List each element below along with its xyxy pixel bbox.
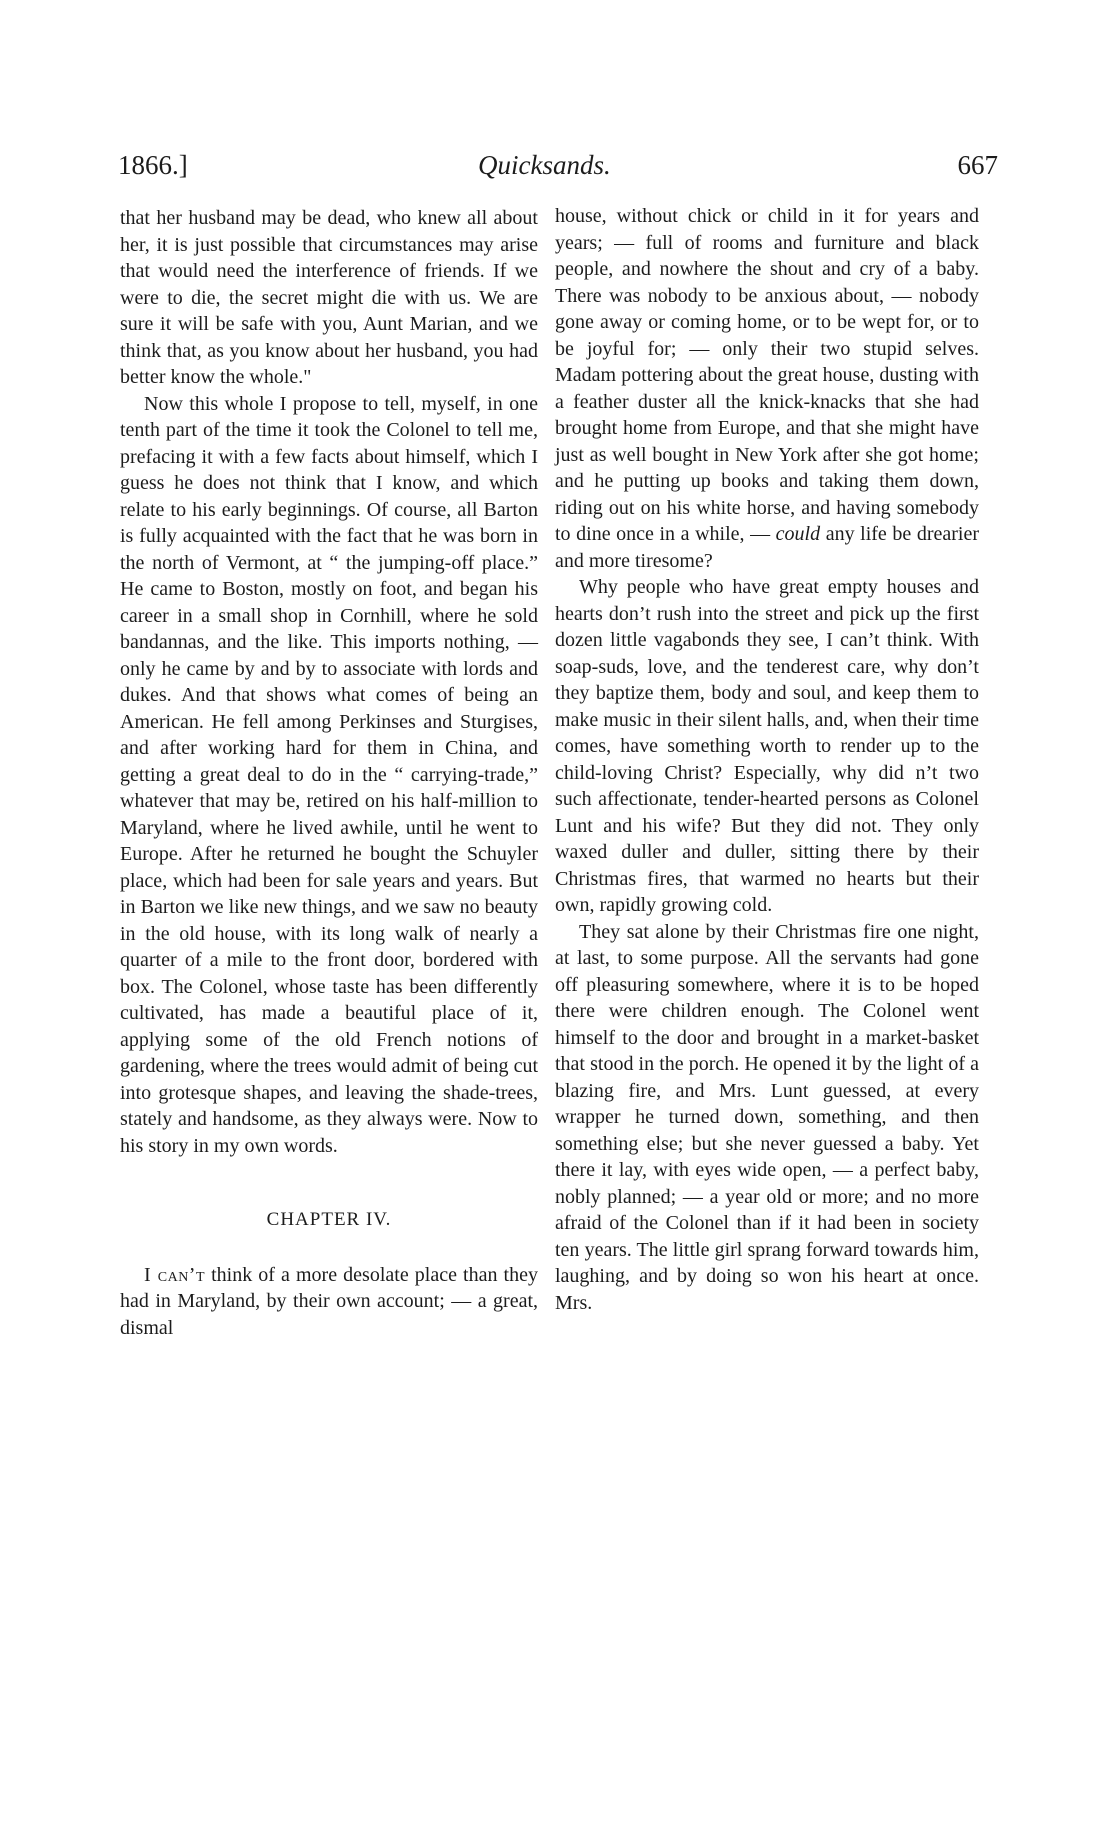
paragraph-text: any life be drearier and more tiresome?: [555, 523, 979, 572]
chapter-heading: CHAPTER IV.: [266, 1209, 392, 1230]
paragraph: Now this whole I propose to tell, myself, in one tenth part of the time it took the Colonel to tell me, prefacing it with a few facts about himself, which I guess he does not think that I know, and which relate to his early beginnings. Of course, all Barton is fully acquainted with the fact that he was born in the north of Vermont, at “ the jumping-off place.” He came to Boston, mostly on foot, and began his career in a small shop in Cornhill, where he sold bandannas, and the like. This imports nothing, — only he came by and by to associate with lords and dukes. And that shows what comes of being an American. He fell among Perkinses and Sturgises, and after working hard for them in China, and getting a great deal to do in the “ carrying-trade,” whatever that may be, retired on his half-million to Maryland, where he lived awhile, until he went to Europe. After he returned he bought the Schuyler place, which had been for sale years and years. But in Barton we like new things, and we saw no beauty in the old house, with its long walk of nearly a quarter of a mile to the front door, bordered with box. The Colonel, whose taste has been differently cultivated, has made a beautiful place of it, applying some of the old French notions of gardening, where the trees would admit of being cut into grotesque shapes, and leaving the shade-trees, stately and handsome, as they always were. Now to his story in my own words.: [120, 392, 538, 1157]
right-column: [555, 203, 979, 1316]
paragraph-text: house, without chick or child in it for years and years; — full of rooms and furniture and black people, and nowhere the shout and cry of a baby. There was nobody to be anxious about, — nobody gone away or coming home, or to be wept for, or to be joyful for; — only their two stupid selves. Madam pottering about the great house, dusting with a feather duster all the knick-knacks that she had brought home from Europe, and that she might have just as well bought in New York after she got home; and he putting up books and taking them down, riding out on his white horse, and having somebody to dine once in a while, —: [555, 205, 979, 545]
paragraph: They sat alone by their Christmas fire one night, at last, to some purpose. All the servants had gone off pleasuring somewhere, where it is to be hoped there were children enough. The Colonel went himself to the door and brought in a market-basket that stood in the porch. He opened it by the light of a blazing fire, and Mrs. Lunt guessed, at every wrapper he turned down, something, and then something else; but she never guessed a baby. Yet there it lay, with eyes wide open, — a perfect baby, nobly planned; — a year old or more; and no more afraid of the Colonel than if it had been in society ten years. The little girl sprang forward towards him, laughing, and by doing so won his heart at once. Mrs.: [555, 920, 979, 1314]
opening-words: I can’t: [144, 1263, 206, 1286]
left-column: [120, 205, 538, 1341]
paragraph: [120, 1262, 538, 1342]
header-title: Quicksands.: [478, 150, 611, 180]
paragraph: [555, 203, 979, 574]
running-header: [118, 150, 998, 190]
paragraph: that her husband may be dead, who knew all about her, it is just possible that circumstances may arise that would need the interference of friends. If we were to die, the secret might die with us. We are sure it will be safe with you, Aunt Marian, and we think that, as you know about her husband, you had better know the whole.": [120, 207, 538, 388]
page-number: 667: [957, 150, 998, 180]
paragraph: Why people who have great empty houses and hearts don’t rush into the street and pick up the first dozen little vagabonds they see, I can’t think. With soap-suds, love, and the tenderest care, why don’t they baptize them, body and soul, and keep them to make music in their silent halls, and, when their time comes, have something worth to render up to the child-loving Christ? Especially, why did n’t two such affectionate, tender-hearted persons as Colonel Lunt and his wife? But they did not. They only waxed duller and duller, sitting there by their Christmas fires, that warmed no hearts but their own, rapidly growing cold.: [555, 576, 979, 916]
paragraph-text: think of a more desolate place than they had in Maryland, by their own account; — a great, dismal: [120, 1263, 538, 1339]
header-year: 1866.]: [118, 150, 188, 180]
italic-word: could: [775, 523, 821, 545]
